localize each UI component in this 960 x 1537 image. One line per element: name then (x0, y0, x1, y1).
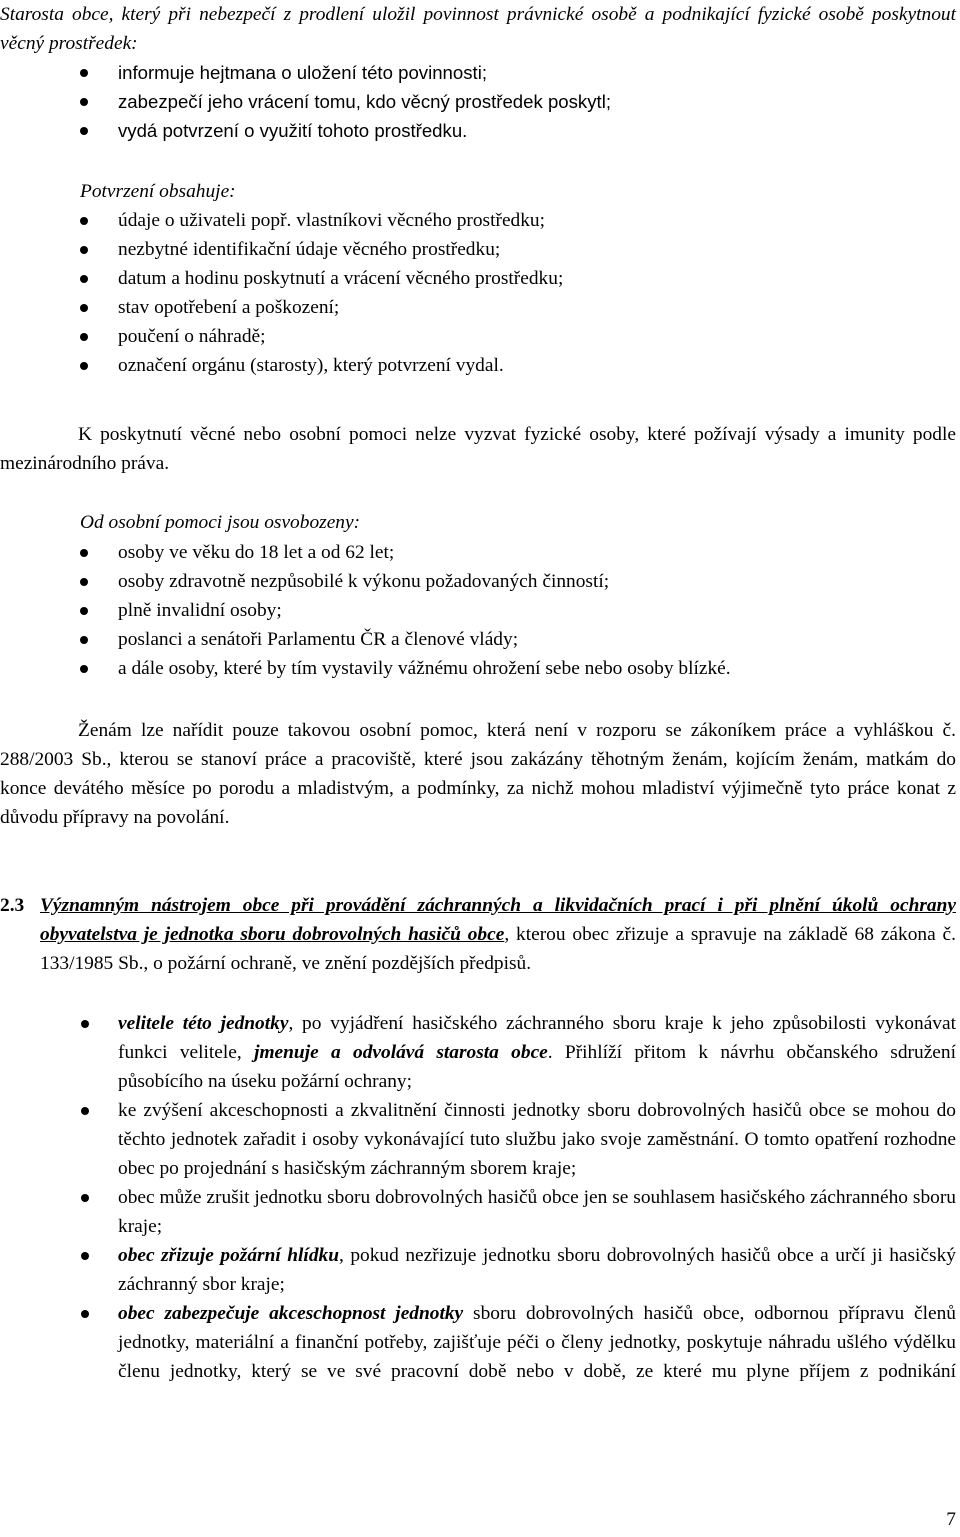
list-item: údaje o uživateli popř. vlastníkovi věcného prostředku; (0, 206, 956, 235)
immunity-paragraph: K poskytnutí věcné nebo osobní pomoci nelze vyzvat fyzické osoby, které požívají výsady a imunity podle mezinárodního práva. (0, 424, 956, 474)
list-item (0, 1241, 956, 1299)
list-item: nezbytné identifikační údaje věcného prostředku; (0, 235, 956, 264)
list-item: plně invalidní osoby; (0, 596, 956, 625)
intro-list (0, 58, 956, 145)
list-item: zabezpečí jeho vrácení tomu, kdo věcný prostředek poskytl; (0, 87, 956, 116)
list-item: poučení o náhradě; (0, 322, 956, 351)
list-item: datum a hodinu poskytnutí a vrácení věcného prostředku; (0, 264, 956, 293)
list-item: informuje hejtmana o uložení této povinnosti; (0, 58, 956, 87)
section-number: 2.3 (0, 895, 25, 916)
item-text: sboru dobrovolných hasičů obce, odbornou přípravu členů jednotky, materiální a finanční potřeby, zajišťuje péči o členy jednotky, poskytuje náhradu ušlého výdělku členu jednotky, který se ve své pracovní době nebo v době, ze které mu plyne příjem z podnikání (118, 1303, 956, 1382)
list-item: poslanci a senátoři Parlamentu ČR a členové vlády; (0, 625, 956, 654)
list-item (0, 1299, 956, 1386)
item-lead: obec zabezpečuje akceschopnost jednotky (118, 1303, 464, 1324)
intro-heading: Starosta obce, který při nebezpečí z prodlení uložil povinnost právnické osobě a podnikající fyzické osobě poskytnout věcný prostředek: (0, 4, 956, 54)
confirmation-heading: Potvrzení obsahuje: (80, 181, 236, 202)
women-paragraph: Ženám lze nařídit pouze takovou osobní pomoc, která není v rozporu se zákoníkem práce a vyhláškou č. 288/2003 Sb., kterou se stanoví práce a pracoviště, které jsou zakázány těhotným ženám, kojícím ženám, matkám do konce devátého měsíce po porodu a mladistvým, a podmínky, za nichž mohou mladiství výjimečně tyto práce konat z důvodu přípravy na povolání. (0, 720, 956, 828)
section-title: Významným nástrojem obce při provádění záchranných a likvidačních prací i při plnění úkolů ochrany obyvatelstva je jednotka sboru dobrovolných hasičů obce (40, 895, 956, 945)
list-item: a dále osoby, které by tím vystavily vážnému ohrožení sebe nebo osoby blízké. (0, 654, 956, 683)
item-lead: obec zřizuje požární hlídku (118, 1245, 339, 1266)
item-text: , po vyjádření hasičského záchranného sboru kraje k jeho způsobilosti vykonávat funkci velitele, (118, 1013, 956, 1063)
item-text: , pokud nezřizuje jednotku sboru dobrovolných hasičů obce a určí ji hasičský záchranný sbor kraje; (118, 1245, 956, 1295)
list-item (0, 1096, 956, 1183)
list-item: osoby ve věku do 18 let a od 62 let; (0, 538, 956, 567)
section-2-3 (0, 891, 956, 978)
confirmation-list (0, 206, 956, 380)
list-item (0, 1183, 956, 1241)
item-text: ke zvýšení akceschopnosti a zkvalitnění činnosti jednotky sboru dobrovolných hasičů obce se mohou do těchto jednotek zařadit i osoby vykonávající tuto službu jako svoje zaměstnání. O tomto opatření rozhodne obec po projednání s hasičským záchranným sborem kraje; (118, 1100, 956, 1179)
section-list (0, 1009, 956, 1386)
list-item: označení orgánu (starosty), který potvrzení vydal. (0, 351, 956, 380)
list-item (0, 1009, 956, 1096)
list-item: vydá potvrzení o využití tohoto prostředku. (0, 116, 956, 145)
exempt-heading: Od osobní pomoci jsou osvobozeny: (80, 512, 361, 533)
section-text: , kterou obec zřizuje a spravuje na základě 68 zákona č. 133/1985 Sb., o požární ochraně, ve znění pozdějších předpisů. (40, 924, 956, 974)
item-text: . Přihlíží přitom k návrhu občanského sdružení působícího na úseku požární ochrany; (118, 1042, 956, 1092)
item-text: obec může zrušit jednotku sboru dobrovolných hasičů obce jen se souhlasem hasičského záchranného sboru kraje; (118, 1187, 956, 1237)
item-emphasis: jmenuje a odvolává starosta obce (254, 1042, 548, 1063)
page-number: 7 (946, 1509, 956, 1530)
list-item: osoby zdravotně nezpůsobilé k výkonu požadovaných činností; (0, 567, 956, 596)
exempt-list (0, 538, 956, 683)
list-item: stav opotřebení a poškození; (0, 293, 956, 322)
item-lead: velitele této jednotky (118, 1013, 289, 1034)
